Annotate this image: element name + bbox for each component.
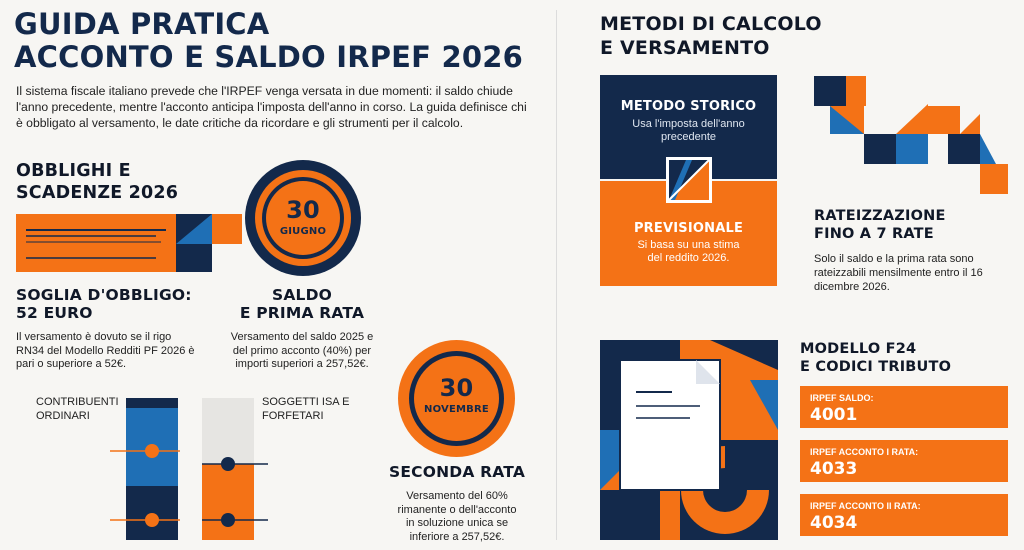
ordinari-dot-2 xyxy=(145,513,159,527)
page-title-line2: ACCONTO E SALDO IRPEF 2026 xyxy=(14,40,524,74)
saldo-title-line2: E PRIMA RATA xyxy=(239,304,365,322)
date-badge-giugno xyxy=(245,160,361,276)
f24-code-value: 4033 xyxy=(810,459,858,479)
intro-text: Il sistema fiscale italiano prevede che l'IRPEF venga versata in due momenti: il saldo chiude l'anno precedente, mentre l'acconto anticipa l'imposta dell'anno in corso. La guida definisce chi è obbligato al versamento, le date critiche da ricordare e gli strumenti per il calcolo. xyxy=(16,84,527,130)
storico-title: METODO STORICO xyxy=(620,99,757,114)
metodi-title xyxy=(600,12,822,60)
contributors-bars xyxy=(110,396,270,542)
obblighi-title xyxy=(16,160,178,204)
f24-code-box-saldo xyxy=(800,386,1008,428)
giugno-month: GIUGNO xyxy=(279,226,327,237)
soggetti-label: SOGGETTI ISA E FORFETARI xyxy=(262,396,350,422)
previsionale-text: Si basa su una stima del reddito 2026. xyxy=(637,239,740,264)
rateizzazione-text: Solo il saldo e la prima rata sono rateizzabili mensilmente entro il 16 dicembre 2026. xyxy=(814,253,983,293)
saldo-title-line1: SALDO xyxy=(271,286,333,304)
obblighi-title-line1: OBBLIGHI E xyxy=(16,161,131,181)
f24-code-value: 4034 xyxy=(810,513,858,533)
rateizzazione-graphic xyxy=(812,74,1012,196)
obblighi-title-line2: SCADENZE 2026 xyxy=(16,183,179,203)
rateizzazione-title-line1: RATEIZZAZIONE xyxy=(814,208,946,224)
f24-code-label: IRPEF SALDO: xyxy=(810,393,874,403)
rateizzazione-title-line2: FINO A 7 RATE xyxy=(814,226,934,242)
metodi-title-line2: E VERSAMENTO xyxy=(600,37,770,59)
metodi-switch-icon xyxy=(666,157,712,203)
f24-title xyxy=(800,340,951,376)
obblighi-graphic xyxy=(16,212,242,272)
contribuenti-label: CONTRIBUENTI ORDINARI xyxy=(36,396,119,422)
page-title-line1: GUIDA PRATICA xyxy=(14,7,270,41)
forfetari-dot-1 xyxy=(221,457,235,471)
soglia-title-line2: 52 EURO xyxy=(16,304,93,322)
novembre-day: 30 xyxy=(439,374,474,402)
f24-graphic xyxy=(600,340,778,540)
ordinari-dot-1 xyxy=(145,444,159,458)
storico-text: Usa l'imposta dell'anno precedente xyxy=(632,118,745,143)
f24-code-box-acconto-1 xyxy=(800,440,1008,482)
date-badge-novembre xyxy=(398,340,515,457)
rateizzazione-title xyxy=(814,207,946,243)
f24-code-box-acconto-2 xyxy=(800,494,1008,536)
forfetari-dot-2 xyxy=(221,513,235,527)
f24-code-label: IRPEF ACCONTO II RATA: xyxy=(810,501,921,511)
saldo-title xyxy=(222,286,382,322)
f24-code-value: 4001 xyxy=(810,405,858,425)
f24-title-line1: MODELLO F24 xyxy=(800,341,917,357)
previsionale-title: PREVISIONALE xyxy=(633,221,744,236)
soglia-title xyxy=(16,286,192,322)
seconda-rata-text: Versamento del 60% rimanente o dell'acconto in soluzione unica se inferiore a 257,52€. xyxy=(397,490,517,543)
soglia-text: Il versamento è dovuto se il rigo RN34 del Modello Redditi PF 2026 è pari o superiore a 52€. xyxy=(16,331,195,370)
column-divider xyxy=(556,10,557,540)
metodi-title-line1: METODI DI CALCOLO xyxy=(600,13,822,35)
soglia-title-line1: SOGLIA D'OBBLIGO: xyxy=(16,286,192,304)
page-title xyxy=(14,8,523,74)
novembre-month: NOVEMBRE xyxy=(424,404,489,415)
giugno-day: 30 xyxy=(286,196,320,224)
f24-code-label: IRPEF ACCONTO I RATA: xyxy=(810,447,919,457)
f24-title-line2: E CODICI TRIBUTO xyxy=(800,359,952,375)
saldo-text: Versamento del saldo 2025 e del primo acconto (40%) per importi superiori a 257,52€. xyxy=(230,331,374,370)
seconda-rata-title: SECONDA RATA xyxy=(388,463,526,481)
